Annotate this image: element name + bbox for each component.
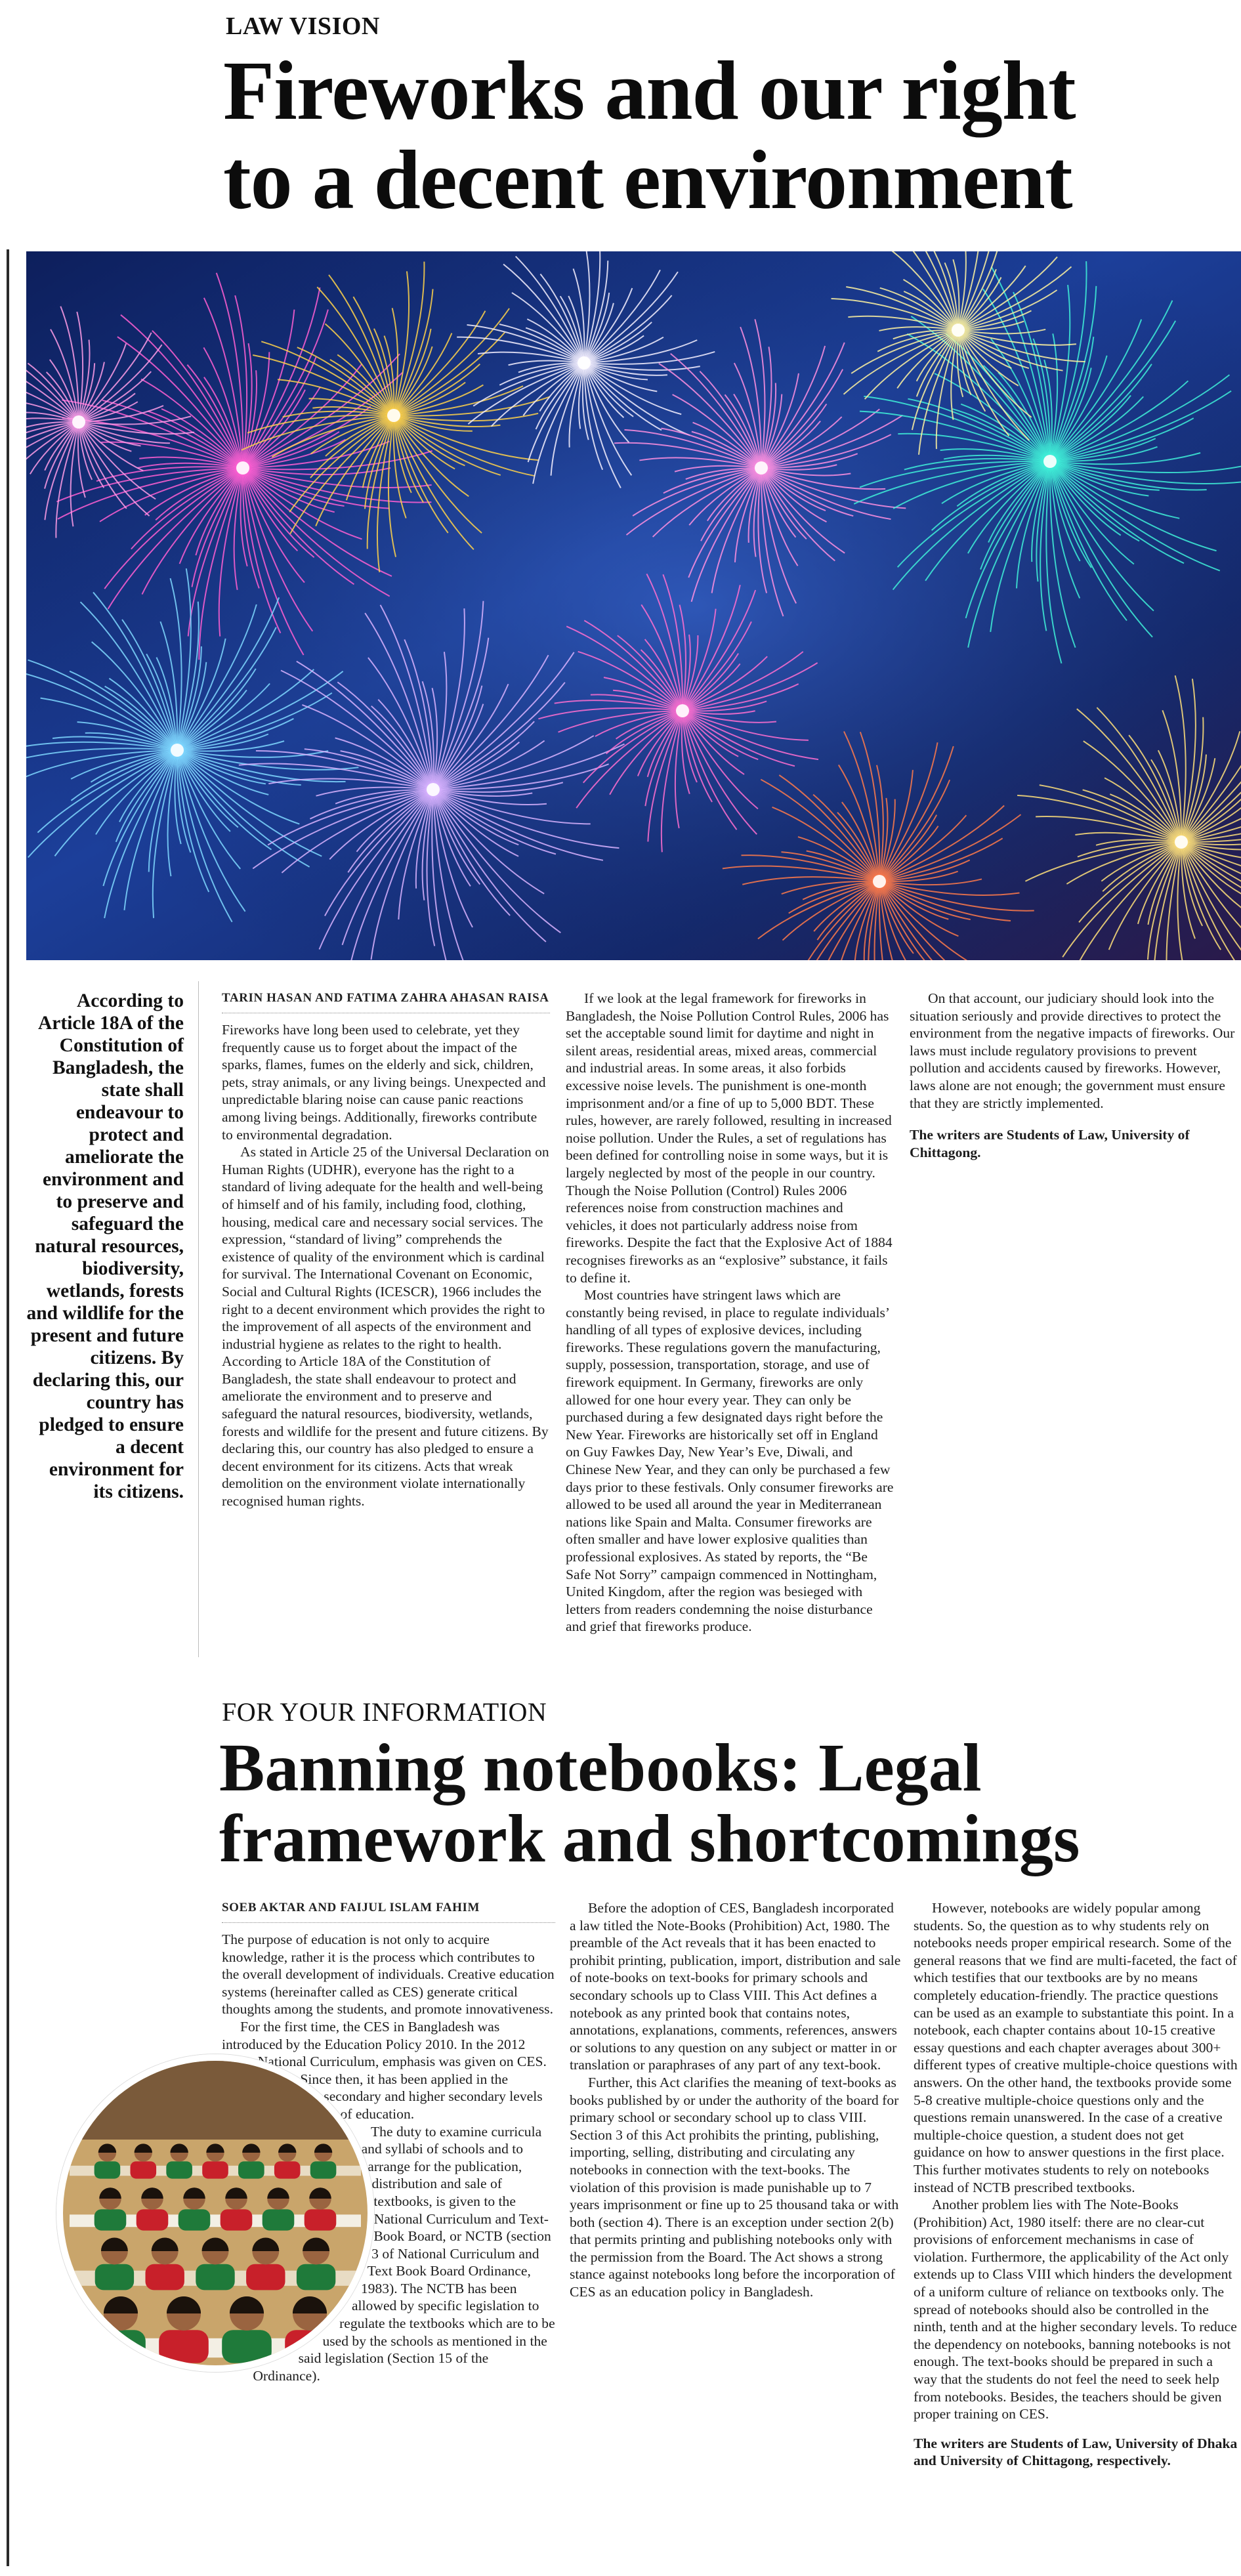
student-uniform bbox=[221, 2209, 253, 2230]
student-uniform bbox=[310, 2161, 337, 2178]
column-divider bbox=[198, 981, 199, 1657]
article-headline bbox=[223, 46, 1240, 224]
author-credits: The writers are Students of Law, University of Dhaka and University of Chittagong, respectively. bbox=[914, 2435, 1238, 2469]
paragraph: The purpose of education is not only to acquire knowledge, rather it is the process which contributes to the overall development of individuals. Creative education systems (hereinafter called as CES) generate critical thoughts among the students, and promote innovativeness. bbox=[222, 1932, 555, 2017]
paragraph: Fireworks have long been used to celebrate, yet they frequently cause us to forget about the impact of the sparks, flames, fumes on the elderly and sick, children, pets, stray animals, or any living beings. Unexpected and unpredictable blaring noise can cause panic reactions among living beings. Additionally, fireworks contribute to environmental degradation. bbox=[222, 1022, 546, 1143]
paragraph: As stated in Article 25 of the Universal Declaration on Human Rights (UDHR), everyone has the right to a standard of living adequate for the health and well-being of himself and of his family, including food, clothing, housing, medical care and necessary social services. The expression, “standard of living” comprehends the existence of quality of the environment which is cardinal for survival. The International Covenant on Economic, Social and Cultural Rights (ICESCR), 1966 includes the right to a decent environment which provides the right to the improvement of all aspects of the environment and industrial hygiene as relates to the right to health. According to Article 18A of the Constitution of Bangladesh, the state shall endeavour to protect and ameliorate the environment and to preserve and safeguard the natural resources, biodiversity, wetlands, forests and wildlife for the present and future citizens. By declaring this, our country has also pledged to ensure a decent environment for its citizens. Acts that wreak demolition on the environment violate internationally recognised human rights. bbox=[222, 1144, 549, 1510]
student-uniform bbox=[159, 2330, 209, 2363]
paragraph: The duty to examine curricula and syllabi of schools and to arrange for the publication, distribution and sale of textbooks, is given to the National Curriculum and Text-Book Board, or NCTB (section 3 of National Curriculum and Text Book Board Ordinance, 1983). The NCTB has been allowed by specific legislation to regulate the textbooks which are to be used by the schools as mentioned in the said legislation (Section 15 of the Ordinance). bbox=[253, 2123, 555, 2384]
student-uniform bbox=[222, 2330, 272, 2363]
student-uniform bbox=[95, 2264, 134, 2291]
byline-rule bbox=[222, 1922, 555, 1923]
page-left-rule bbox=[7, 249, 9, 2566]
paragraph: Further, this Act clarifies the meaning of text-books as books published by or under the authority of the board for primary school or secondary school up to class VIII. Section 3 of this Act prohibits the printing, publishing, importing, selling, distributing and circulating any notebooks in connection with the text-books. The violation of this provision is made punishable up to 7 years imprisonment or fine up to 25 thousand taka or with both (section 4). There is an exception under section 2(b) that permits printing and publishing notebooks only with the permission from the Board. The Act shows a strong stance against notebooks long before the incorporation of CES as an education policy in Bangladesh. bbox=[570, 2074, 899, 2300]
student-uniform bbox=[297, 2264, 335, 2291]
firework-core bbox=[171, 744, 184, 757]
headline-line-1: Fireworks and our right bbox=[223, 44, 1076, 137]
author-credits: The writers are Students of Law, University of Chittagong. bbox=[910, 1127, 1190, 1160]
firework-core bbox=[427, 783, 440, 796]
classroom-photo bbox=[56, 2054, 374, 2372]
student-uniform bbox=[137, 2209, 169, 2230]
paragraph: Another problem lies with The Note-Books (Prohibition) Act, 1980 itself: there are no clear-cut provisions of enforcement mechanisms in case of violation. Furthermore, the applicability of the Act only extends up to Class VIII which hinders the development of a uniform culture of reliance on textbooks only. The spread of notebooks should also be controlled in the ninth, tenth and at the higher secondary levels. To reduce the dependency on notebooks, banning notebooks is not enough. The text-books should be prepared in such a way that the students do not feel the need to seek help from notebooks. Besides, the teachers should be given proper training on CES. bbox=[914, 2197, 1237, 2422]
firework-core bbox=[755, 461, 768, 475]
student-uniform bbox=[95, 2161, 121, 2178]
pull-quote: According to Article 18A of the Constitution of Bangladesh, the state shall endeavour to protect and ameliorate the environment and to preserve and safeguard the natural resources, biodiversity, wetlands, forests and wildlife for the present and future citizens. By declaring this, our country has pledged to ensure a decent environment for its citizens. bbox=[26, 990, 184, 1502]
firework-core bbox=[952, 324, 965, 337]
article1-column-3 bbox=[910, 990, 1238, 1161]
firework-core bbox=[236, 461, 249, 475]
byline: SOEB AKTAR AND FAIJUL ISLAM FAHIM bbox=[222, 1901, 480, 1914]
byline: TARIN HASAN AND FATIMA ZAHRA AHASAN RAISA bbox=[222, 991, 549, 1005]
student-uniform bbox=[96, 2330, 146, 2363]
paragraph: On that account, our judiciary should look into the situation seriously and provide directives to protect the environment from the negative impacts of fireworks. Our laws must include regulatory provisions to prevent pollution and accidents caused by fireworks. However, laws alone are not enough; the government must ensure that they are strictly implemented. bbox=[910, 990, 1235, 1111]
paragraph: For the first time, the CES in Bangladesh was introduced by the Education Policy 2010. In the 2012 National Curriculum, emphasis was given on CES. Since then, it has been applied in the secondary and higher secondary levels of education. bbox=[222, 2018, 547, 2122]
firework-core bbox=[676, 704, 689, 717]
firework-core bbox=[387, 409, 400, 422]
fireworks-illustration bbox=[26, 251, 1241, 960]
paragraph: If we look at the legal framework for fireworks in Bangladesh, the Noise Pollution Control Rules, 2006 has set the acceptable sound limit for daytime and night in silent areas, residential areas, mixed areas, commercial and industrial areas. In some areas, it also forbids excessive noise levels. The punishment is one-month imprisonment and/or a fine of up to 5,000 BDT. These rules, however, are rarely followed, resulting in increased noise pollution. Under the Rules, a set of regulations has been defined for controlling noise in some ways, but it is largely neglected by most of the people in our country. Though the Noise Pollution (Control) Rules 2006 references noise from construction machines and vehicles, it does not particularly address noise from fireworks. Despite the fact that the Explosive Act of 1884 recognises fireworks as an “explosive” substance, it fails to define it. bbox=[566, 990, 893, 1286]
article1-column-2 bbox=[566, 990, 894, 1636]
student-uniform bbox=[263, 2209, 295, 2230]
headline-line-2: framework and shortcomings bbox=[219, 1801, 1080, 1876]
section-kicker-for-your-information: FOR YOUR INFORMATION bbox=[222, 1697, 547, 1727]
student-uniform bbox=[146, 2264, 184, 2291]
student-uniform bbox=[238, 2161, 264, 2178]
student-uniform bbox=[166, 2161, 192, 2178]
article2-column-2 bbox=[570, 1899, 903, 2301]
firework-core bbox=[578, 356, 591, 370]
paragraph: Most countries have stringent laws which are constantly being revised, in place to regulate individuals’ handling of all types of explosive devices, including fireworks. These regulations govern the manufacturing, supply, possession, transportation, storage, and use of firework equipment. In Germany, fireworks are only allowed for one hour every year. They can only be purchased during a few designated days right before the New Year. Fireworks are historically set off in England on Guy Fawkes Day, New Year’s Eve, Diwali, and Chinese New Year, and they can only be purchased a few days prior to these festivals. Only consumer fireworks are allowed to be used all around the year in Mediterranean nations like Spain and Malta. Consumer fireworks are often smaller and have lower explosive qualities than professional explosives. As stated by reports, the “Be Safe Not Sorry” campaign commenced in Nottingham, United Kingdom, after the region was besieged with letters from readers condemning the noise disturbance and grief that fireworks produce. bbox=[566, 1287, 894, 1635]
firework-core bbox=[72, 415, 85, 429]
student-uniform bbox=[305, 2209, 337, 2230]
paragraph: However, notebooks are widely popular among students. So, the question as to why students rely on notebooks needs proper empirical research. Some of the general reasons that we find are multi-faceted, the fact of which testifies that our textbooks are by no means completely education-friendly. The practice questions can be used as an example to substantiate this point. In a notebook, each chapter contains about 10-15 creative essay questions and each chapter averages about 300+ different types of creative multiple-choice questions with answers. On the other hand, the textbooks provide some 5-8 creative multiple-choice questions only and the questions remain unanswered. In the case of a creative multiple-choice question, a student does not get guidance on how to answer questions in the first place. This further motivates students to rely on notebooks instead of NCTB prescribed textbooks. bbox=[914, 1900, 1238, 2195]
headline-line-1: Banning notebooks: Legal bbox=[219, 1730, 982, 1805]
student-uniform bbox=[274, 2161, 301, 2178]
student-uniform bbox=[246, 2264, 285, 2291]
article-headline bbox=[219, 1730, 1240, 1876]
student-uniform bbox=[95, 2209, 127, 2230]
article2-column-3 bbox=[914, 1899, 1238, 2470]
article1-column-1 bbox=[222, 990, 550, 1510]
student-uniform bbox=[202, 2161, 228, 2178]
firework-core bbox=[1175, 835, 1188, 849]
firework-core bbox=[1043, 455, 1057, 468]
classroom-illustration bbox=[63, 2061, 368, 2365]
student-uniform bbox=[179, 2209, 211, 2230]
paragraph: Before the adoption of CES, Bangladesh incorporated a law titled the Note-Books (Prohibition) Act, 1980. The preamble of the Act reveals that it has been enacted to prohibit printing, publication, import, distribution and sale of note-books on text-books for primary schools and secondary schools up to Class VIII. This Act defines a notebook as any printed book that contains notes, annotations, explanations, comments, references, answers or solutions to any question on any subject or matter in or translation or paraphrases of any part of any text-book. bbox=[570, 1900, 901, 2073]
firework-core bbox=[873, 875, 886, 888]
section-kicker-law-vision: LAW VISION bbox=[226, 12, 380, 40]
headline-line-2: to a decent environment bbox=[223, 133, 1072, 226]
fireworks-photo bbox=[26, 251, 1241, 960]
student-uniform bbox=[130, 2161, 156, 2178]
student-uniform bbox=[196, 2264, 234, 2291]
